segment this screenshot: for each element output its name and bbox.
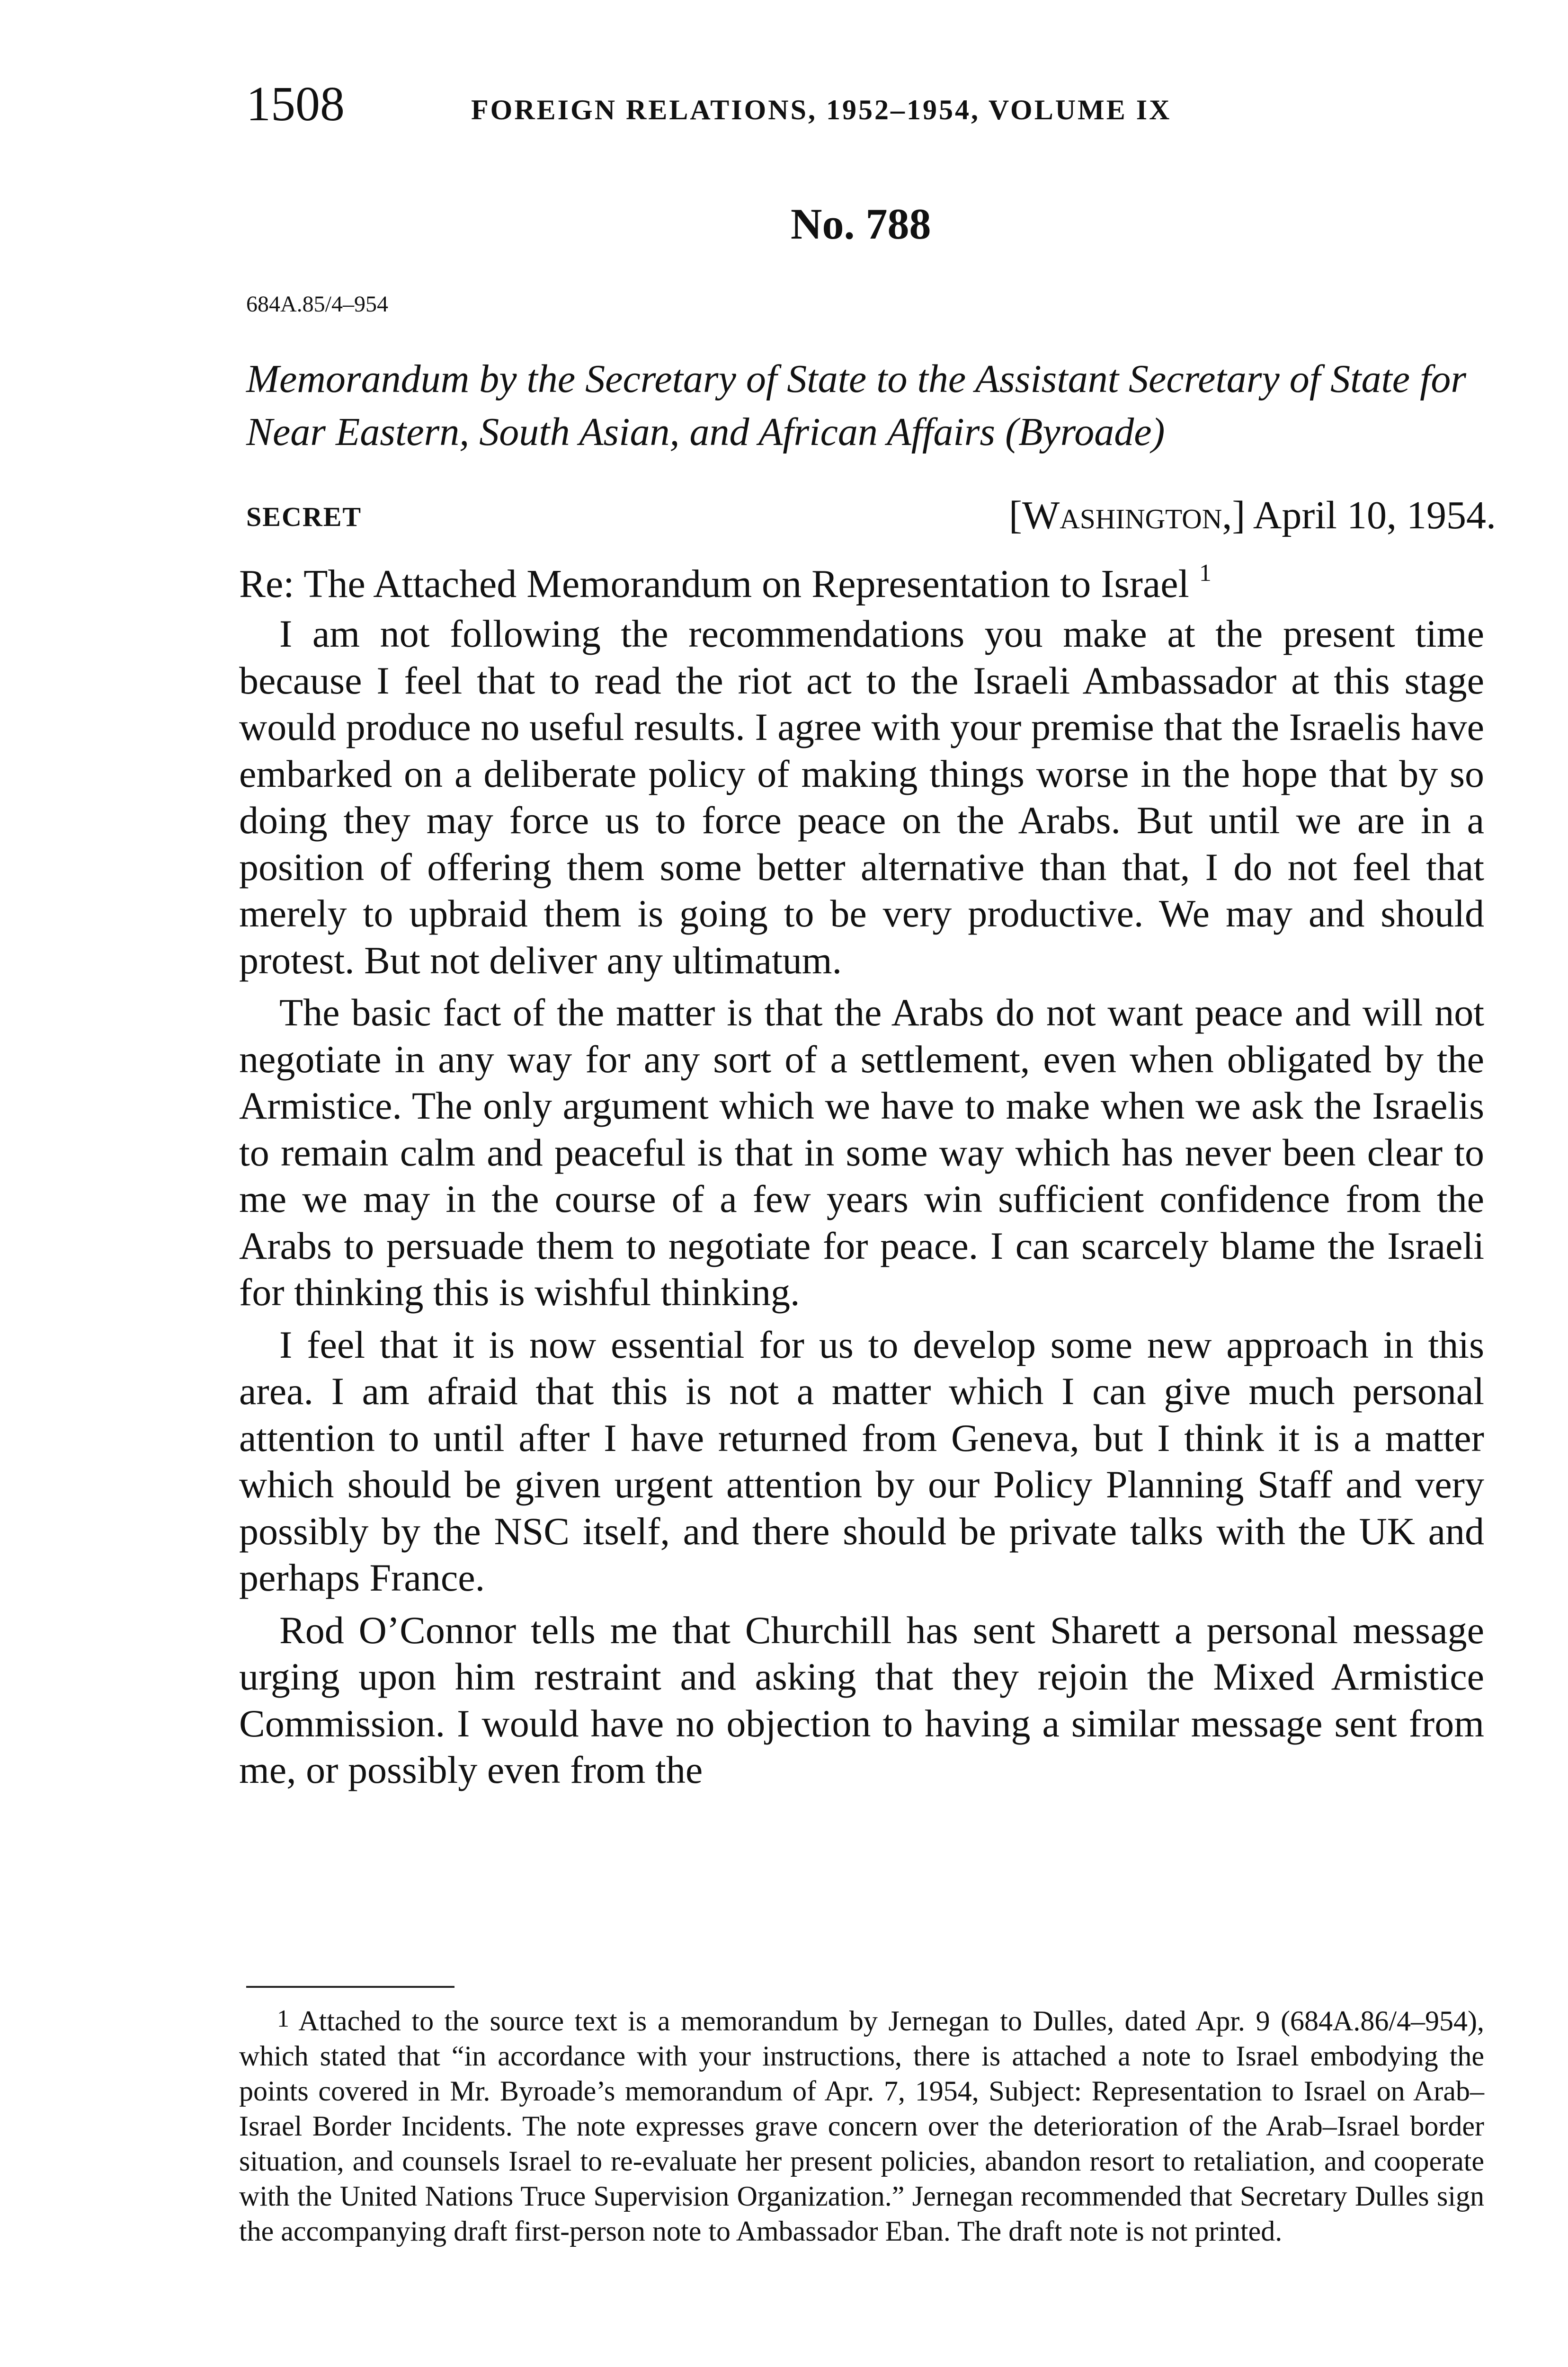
document-title: Memorandum by the Secretary of State to the Assistant Secretary of State for Near Eastern, South Asian, and African Affairs (Byroade) [246,357,1467,454]
dateline-place: [Washington,] [1009,493,1246,537]
running-title: FOREIGN RELATIONS, 1952–1954, VOLUME IX [471,94,1172,125]
body-paragraph-1: I am not following the recommendations you make at the present time because I feel that to read the riot act to the Israeli Ambassador at this stage would produce no useful results. I agree with your premise that the Israelis have embarked on a deliberate policy of making things worse in the hope that by so doing they may force us to force peace on the Arabs. But until we are in a position of offering them some better alternative than that, I do not feel that merely to upbraid them is going to be very productive. We may and should protest. But not deliver any ultimatum. [239,612,1484,982]
running-head [246,76,1477,142]
dateline [1009,492,1496,538]
subject-line [239,561,1212,607]
memorandum-body [239,611,1484,1799]
footnote-text: Attached to the source text is a memorandum by Jernegan to Dulles, dated Apr. 9 (684A.86/4–954), which stated that “in accordance with your instructions, there is attached a note to Israel embodying the points covered in Mr. Byroade’s memorandum of Apr. 7, 1954, Subject: Representation to Israel on Arab–Israel Border Incidents. The note expresses grave concern over the deterioration of the Arab–Israel border situation, and counsels Israel to re-evaluate her present policies, abandon resort to retaliation, and cooperate with the United Nations Truce Supervision Organization.” Jernegan recommended that Secretary Dulles sign the accompanying draft first-person note to Ambassador Eban. The draft note is not printed. [239,2005,1484,2247]
body-paragraph-4: Rod O’Connor tells me that Churchill has sent Sharett a personal message urging upon him restraint and asking that they rejoin the Mixed Armistice Commission. I would have no objection to having a similar message sent from me, or possibly even from the [239,1608,1484,1791]
document-number: No. 788 [791,200,931,248]
file-reference: 684A.85/4–954 [246,292,388,317]
footnote-divider [246,1986,454,1988]
body-paragraph-2: The basic fact of the matter is that the Arabs do not want peace and will not negotiate in any way for any sort of a settlement, even when obligated by the Armistice. The only argument which we have to make when we ask the Israelis to remain calm and peaceful is that in some way which has never been clear to me we may in the course of a few years win sufficient confidence from the Arabs to persuade them to negotiate for peace. I can scarcely blame the Israeli for thinking this is wishful thinking. [239,991,1484,1314]
classification-label: SECRET [246,501,362,532]
footnote-reference-mark: 1 [1199,560,1212,587]
dateline-date: April 10, 1954. [1253,493,1496,537]
body-paragraph-3: I feel that it is now essential for us to develop some new approach in this area. I am afraid that this is not a matter which I can give much personal attention to until after I have returned from Geneva, but I think it is a matter which should be given urgent attention by our Policy Planning Staff and very possibly by the NSC itself, and there should be private talks with the UK and perhaps France. [239,1323,1484,1599]
subject-text: Re: The Attached Memorandum on Representation to Israel [239,562,1189,606]
page-number: 1508 [246,77,345,131]
footnote-mark: 1 [277,2005,289,2032]
footnote [239,2003,1484,2249]
